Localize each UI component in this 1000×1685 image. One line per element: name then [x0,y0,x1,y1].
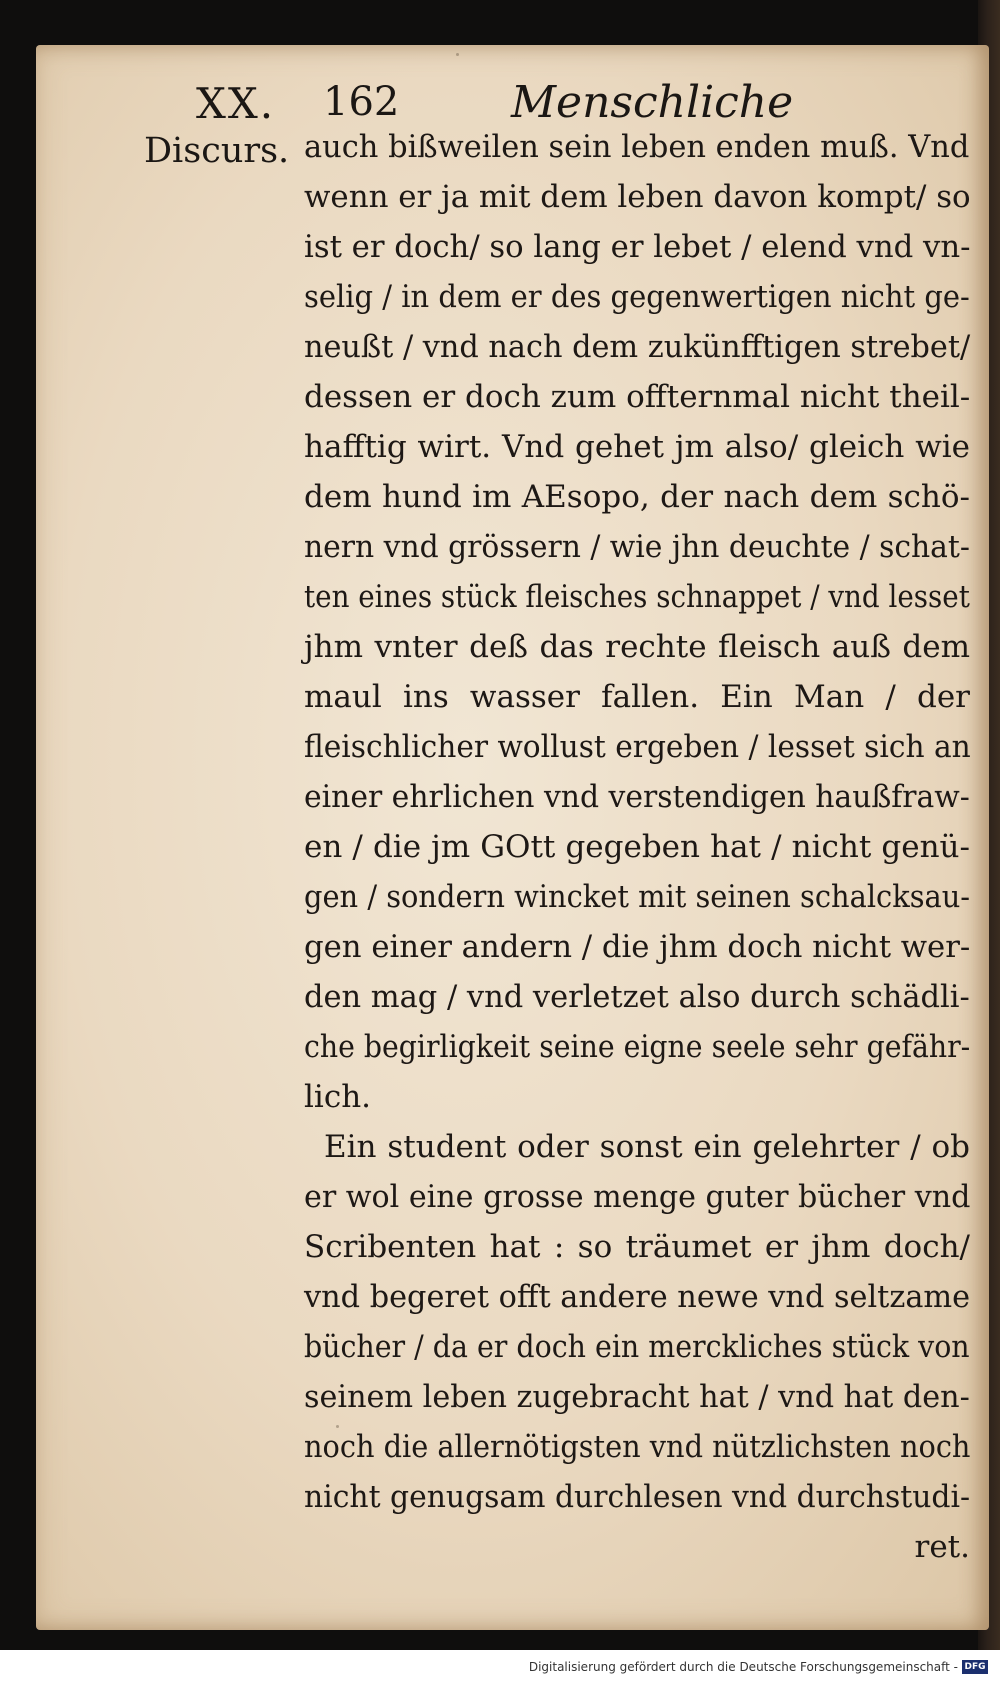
book-page [36,45,989,1630]
text-line: lich. [304,1079,372,1115]
text-line: jhm vnter deß das rechte fleisch auß dem [304,629,970,665]
text-line: ist er doch/ so lang er lebet / elend vnd vn- [304,229,971,265]
text-line: noch die allernötigsten vnd nützlichsten noch [304,1429,971,1465]
text-line: hafftig wirt. Vnd gehet jm also/ gleich wie [304,429,970,465]
text-line: dem hund im AEsopo, der nach dem schö- [304,479,970,515]
text-line: ten eines stück fleisches schnappet / vnd lesset [304,579,970,615]
text-line: nicht genugsam durchlesen vnd durchstudi- [304,1479,971,1515]
text-line: einer ehrlichen vnd verstendigen haußfraw- [304,779,970,815]
digitization-credit [529,1660,988,1674]
text-line: er wol eine grosse menge guter bücher vnd [304,1179,971,1215]
text-line: seinem leben zugebracht hat / vnd hat den- [304,1379,970,1415]
text-line: neußt / vnd nach dem zukünfftigen strebet/ [304,329,971,365]
text-line: selig / in dem er des gegenwertigen nicht ge- [304,279,970,315]
text-line: Ein student oder sonst ein gelehrter / ob [324,1129,970,1165]
credit-text: Digitalisierung gefördert durch die Deutsche Forschungsgemeinschaft - [528,1660,958,1674]
page-number: 162 [323,79,400,125]
margin-note: Discurs. [144,131,290,171]
text-line: auch bißweilen sein leben enden muß. Vnd [304,129,970,165]
running-title: Menschliche [511,77,794,128]
text-line: bücher / da er doch ein merckliches stück von [304,1329,970,1365]
paper-speck [456,53,459,56]
chapter-number: XX. [196,79,276,128]
text-line: fleischlicher wollust ergeben / lesset sich an [304,729,971,765]
text-line: en / die jm GOtt gegeben hat / nicht genü- [304,829,970,865]
text-line: dessen er doch zum offternmal nicht theil- [304,379,971,415]
text-line: wenn er ja mit dem leben davon kompt/ so [304,179,971,215]
text-line: den mag / vnd verletzet also durch schädli- [304,979,970,1015]
text-line: nern vnd grössern / wie jhn deuchte / schat- [304,529,970,565]
catchword: ret. [914,1529,970,1565]
text-line: maul ins wasser fallen. Ein Man / der [304,679,970,715]
text-line: vnd begeret offt andere newe vnd seltzame [304,1279,971,1315]
page-header [156,71,856,131]
text-line: Scribenten hat : so träumet er jhm doch/ [304,1229,970,1265]
text-line: gen / sondern wincket mit seinen schalcksau- [304,879,971,915]
text-line: gen einer andern / die jhm doch nicht wer- [304,929,971,965]
paper-speck [336,1425,339,1428]
text-line: che begirligkeit seine eigne seele sehr gefähr- [304,1029,971,1065]
dfg-logo: DFG [962,1660,988,1674]
